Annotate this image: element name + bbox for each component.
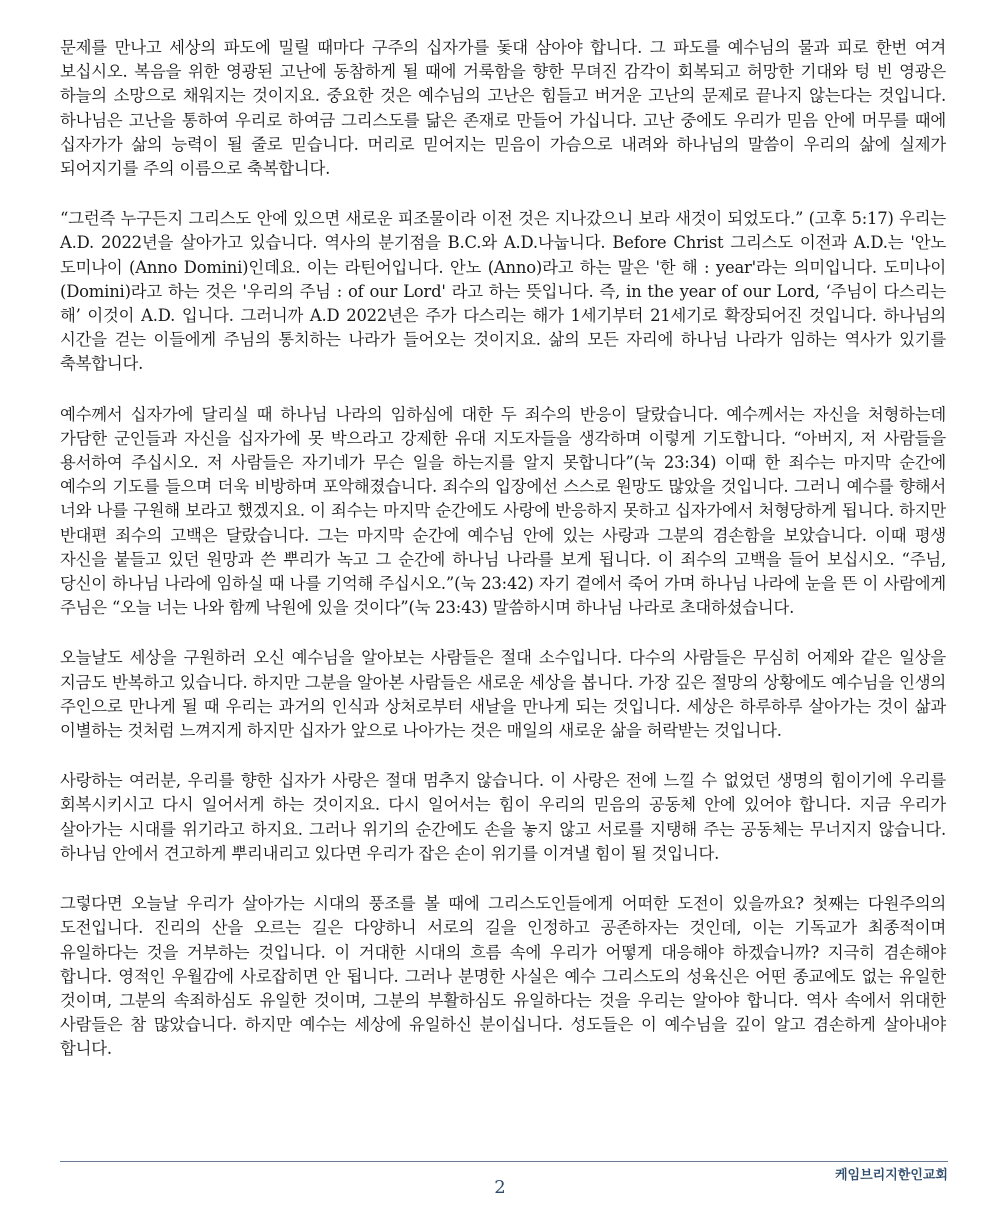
document-body xyxy=(60,36,946,1088)
page-number: 2 xyxy=(494,1177,506,1198)
paragraph-cross-mast: 문제를 만나고 세상의 파도에 밀릴 때마다 구주의 십자가를 돛대 삼아야 합니다. 그 파도를 예수님의 물과 피로 한번 여겨 보십시오. 복음을 위한 영광된 고난에 동참하게 될 때에 거룩함을 향한 무뎌진 감각이 회복되고 허망한 기대와 텅 빈 영광은 하늘의 소망으로 채워지는 것이지요. 중요한 것은 예수님의 고난은 힘들고 버거운 고난의 문제로 끝나지 않는다는 것입니다. 하나님은 고난을 통하여 우리로 하여금 그리스도를 닮은 존재로 만들어 가십니다. 고난 중에도 우리가 믿음 안에 머무를 때에 십자가가 삶의 능력이 될 줄로 믿습니다. 머리로 믿어지는 믿음이 가슴으로 내려와 하나님의 말씀이 우리의 삶에 실제가 되어지기를 주의 이름으로 축복합니다. xyxy=(60,38,946,179)
footer-divider xyxy=(60,1161,948,1162)
paragraph-new-world: 오늘날도 세상을 구원하러 오신 예수님을 알아보는 사람들은 절대 소수입니다. 다수의 사람들은 무심히 어제와 같은 일상을 지금도 반복하고 있습니다. 하지만 그분을 알아본 사람들은 새로운 세상을 봅니다. 가장 깊은 절망의 상황에도 예수님을 인생의 주인으로 만나게 될 때 우리는 과거의 인식과 상처로부터 새날을 만나게 되는 것입니다. 세상은 하루하루 살아가는 것이 삶과 이별하는 것처럼 느껴지게 하지만 십자가 앞으로 나아가는 것은 매일의 새로운 삶을 허락받는 것입니다. xyxy=(60,648,946,741)
footer-church-name: 케임브리지한인교회 xyxy=(834,1168,948,1183)
paragraph-pluralism-challenge: 그렇다면 오늘날 우리가 살아가는 시대의 풍조를 볼 때에 그리스도인들에게 어떠한 도전이 있을까요? 첫째는 다원주의의 도전입니다. 진리의 산을 오르는 길은 다양하니 서로의 길을 인정하고 공존하자는 것인데, 이는 기독교가 최종적이며 유일하다는 것을 거부하는 것입니다. 이 거대한 시대의 흐름 속에 우리가 어떻게 대응해야 하겠습니까? 지극히 겸손해야 합니다. 영적인 우월감에 사로잡히면 안 됩니다. 그러나 분명한 사실은 예수 그리스도의 성육신은 어떤 종교에도 없는 유일한 것이며, 그분의 속죄하심도 유일한 것이며, 그분의 부활하심도 유일하다는 것을 우리는 알아야 합니다. 역사 속에서 위대한 사람들은 참 많았습니다. 하지만 예수는 세상에 유일하신 분이십니다. 성도들은 이 예수님을 깊이 알고 겸손하게 살아내야 합니다. xyxy=(60,894,946,1059)
paragraph-cross-love: 사랑하는 여러분, 우리를 향한 십자가 사랑은 절대 멈추지 않습니다. 이 사랑은 전에 느낄 수 없었던 생명의 힘이기에 우리를 회복시키시고 다시 일어서게 하는 것이지요. 다시 일어서는 힘이 우리의 믿음의 공동체 안에 있어야 합니다. 지금 우리가 살아가는 시대를 위기라고 하지요. 그러나 위기의 순간에도 손을 놓지 않고 서로를 지탱해 주는 공동체는 무너지지 않습니다. 하나님 안에서 견고하게 뿌리내리고 있다면 우리가 잡은 손이 위기를 이겨낼 힘이 될 것입니다. xyxy=(60,771,946,863)
paragraph-anno-domini: “그런즉 누구든지 그리스도 안에 있으면 새로운 피조물이라 이전 것은 지나갔으니 보라 새것이 되었도다.” (고후 5:17) 우리는 A.D. 2022년을 살아가고 있습니다. 역사의 분기점을 B.C.와 A.D.나눕니다. Before Christ 그리스도 이전과 A.D.는 '안노 도미나이 (Anno Domini)인데요. 이는 라틴어입니다. 안노 (Anno)라고 하는 말은 '한 해 : year'라는 의미입니다. 도미나이 (Domini)라고 하는 것은 '우리의 주님 : of our Lord' 라고 하는 뜻입니다. 즉, in the year of our Lord, ‘주님이 다스리는 해’ 이것이 A.D. 입니다. 그러니까 A.D 2022년은 주가 다스리는 해가 1세기부터 21세기로 확장되어진 것입니다. 하나님의 시간을 걷는 이들에게 주님의 통치하는 나라가 들어오는 것이지요. 삶의 모든 자리에 하나님 나라가 임하는 역사가 있기를 축복합니다. xyxy=(60,209,946,374)
paragraph-two-criminals: 예수께서 십자가에 달리실 때 하나님 나라의 임하심에 대한 두 죄수의 반응이 달랐습니다. 예수께서는 자신을 처형하는데 가담한 군인들과 자신을 십자가에 못 박으라고 강제한 유대 지도자들을 생각하며 이렇게 기도합니다. “아버지, 저 사람들을 용서하여 주십시오. 저 사람들은 자기네가 무슨 일을 하는지를 알지 못합니다”(눅 23:34) 이때 한 죄수는 마지막 순간에 예수의 기도를 들으며 더욱 비방하며 포악해졌습니다. 죄수의 입장에선 스스로 원망도 많았을 것입니다. 그러니 예수를 향해서 너와 나를 구원해 보라고 했겠지요. 이 죄수는 마지막 순간에도 사랑에 반응하지 못하고 십자가에서 처형당하게 됩니다. 하지만 반대편 죄수의 고백은 달랐습니다. 그는 마지막 순간에 예수님 안에 있는 사랑과 그분의 겸손함을 보았습니다. 이때 평생 자신을 붙들고 있던 원망과 쓴 뿌리가 녹고 그 순간에 하나님 나라를 보게 됩니다. 이 죄수의 고백을 들어 보십시오. “주님, 당신이 하나님 나라에 임하실 때 나를 기억해 주십시오.”(눅 23:42) 자기 곁에서 죽어 가며 하나님 나라에 눈을 뜬 이 사람에게 주님은 “오늘 너는 나와 함께 낙원에 있을 것이다”(눅 23:43) 말씀하시며 하나님 나라로 초대하셨습니다. xyxy=(60,404,946,618)
